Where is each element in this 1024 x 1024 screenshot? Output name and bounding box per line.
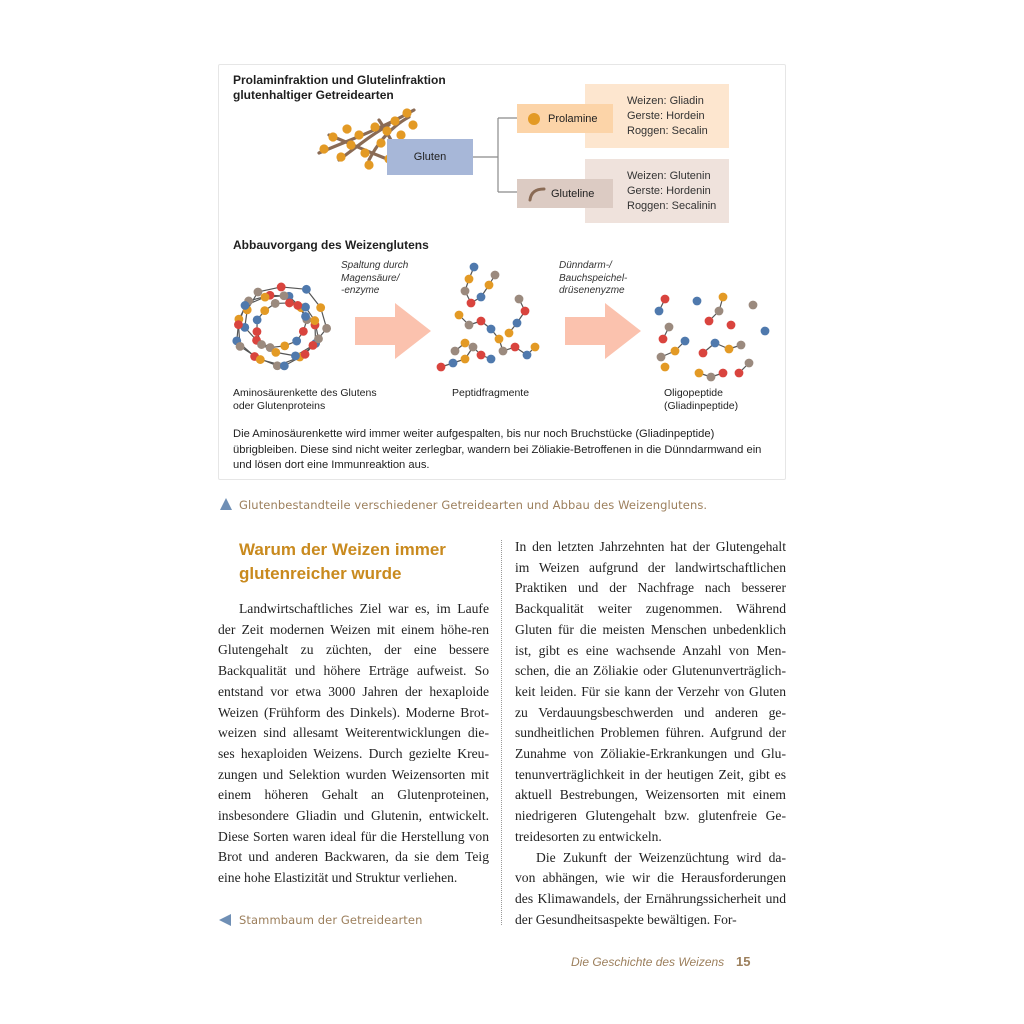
stage1-line-2: oder Glutenproteins bbox=[233, 400, 326, 412]
amino-acid-dot bbox=[314, 334, 323, 343]
amino-acid-dot bbox=[291, 351, 300, 360]
amino-acid-dot bbox=[523, 351, 532, 360]
amino-bead bbox=[370, 122, 379, 131]
arrow2-line-3: drüsenenyzme bbox=[559, 285, 625, 296]
amino-acid-dot bbox=[293, 301, 302, 310]
left-column bbox=[218, 599, 489, 889]
figure-title-line1: Prolaminfraktion und Glutelinfraktion bbox=[233, 73, 446, 87]
amino-acid-dot bbox=[302, 285, 311, 294]
amino-acid-dot bbox=[749, 301, 758, 310]
side-caption: Stammbaum der Getreidearten bbox=[239, 913, 423, 927]
figure-panel bbox=[218, 64, 786, 480]
footer-title: Die Geschichte des Weizens bbox=[571, 955, 725, 969]
amino-bead bbox=[328, 132, 337, 141]
amino-acid-dot bbox=[277, 283, 286, 292]
amino-bead bbox=[342, 124, 351, 133]
amino-acid-dot bbox=[707, 373, 716, 382]
amino-acid-dot bbox=[322, 324, 331, 333]
caption-up-triangle-icon bbox=[220, 498, 232, 510]
amino-acid-dot bbox=[316, 303, 325, 312]
amino-acid-dot bbox=[737, 341, 746, 350]
amino-acid-dot bbox=[301, 350, 310, 359]
amino-bead bbox=[390, 116, 399, 125]
amino-acid-dot bbox=[257, 340, 266, 349]
amino-acid-dot bbox=[715, 307, 724, 316]
amino-acid-dot bbox=[735, 369, 744, 378]
stage1-line-1: Aminosäurenkette des Glutens bbox=[233, 387, 377, 399]
amino-bead bbox=[402, 108, 411, 117]
gluteline-line-1: Weizen: Glutenin bbox=[627, 170, 711, 182]
amino-acid-dot bbox=[711, 339, 720, 348]
amino-bead bbox=[364, 160, 373, 169]
amino-acid-dot bbox=[477, 351, 486, 360]
amino-acid-dot bbox=[455, 311, 464, 320]
figure-description: Die Aminosäurenkette wird immer weiter aufgespalten, bis nur noch Bruchstücke (Gliadinpeptide) übrigbleiben. Diese sind nicht weiter zerlegbar, wandern bei Zöliakie-Betroffenen in die Dünndarmwand ein und lösen dort eine Immunreaktion aus. bbox=[233, 428, 762, 471]
gluteline-strand-icon bbox=[527, 186, 547, 202]
amino-acid-dot bbox=[253, 327, 262, 336]
amino-acid-dot bbox=[477, 317, 486, 326]
stage1-label bbox=[233, 387, 377, 413]
tree-connector bbox=[473, 118, 517, 192]
amino-acid-dot bbox=[655, 307, 664, 316]
figure-title-line2: glutenhaltiger Getreidearten bbox=[233, 88, 394, 102]
amino-acid-dot bbox=[465, 275, 474, 284]
amino-acid-dot bbox=[253, 315, 262, 324]
arrow-right-icon-2 bbox=[565, 303, 641, 359]
amino-acid-dot bbox=[469, 343, 478, 352]
amino-acid-dot bbox=[499, 347, 508, 356]
stage3-line-1: Oligopeptide bbox=[664, 387, 723, 399]
amino-acid-dot bbox=[659, 335, 668, 344]
amino-acid-dot bbox=[451, 347, 460, 356]
left-paragraph: Landwirtschaftliches Ziel war es, im Laufe der Zeit modernen Weizen mit einem höhe-ren Glutengehalt zu züchten, der eine bessere Backqualität und höhere Erträge aufweist. So entstand vor etwa 3000 Jahren der hexaploide Weizen (Frühform des Dinkels). Moderne Brot-weizen sind allesamt Weiterentwicklungen die-ses hexaploiden Weizens. Durch gezielte Kreu-zungen und Selektion wurden Weizensorten mit einem höheren Gehalt an Glutenproteinen, insbesondere Gliadin und Glutenin, entwickelt. Diese Sorten waren ideal für die Herstellung von Brot und anderen Backwaren, da sie dem Teig eine hohe Elastizität und Struktur verliehen. bbox=[218, 601, 489, 886]
amino-acid-dot bbox=[301, 303, 310, 312]
gluteline-box bbox=[517, 179, 613, 208]
amino-acid-dot bbox=[531, 343, 540, 352]
amino-acid-dot bbox=[292, 337, 301, 346]
amino-acid-dot bbox=[285, 299, 294, 308]
amino-acid-dot bbox=[461, 287, 470, 296]
prolamine-label: Prolamine bbox=[548, 112, 598, 125]
amino-acid-dot bbox=[727, 321, 736, 330]
amino-acid-dot bbox=[681, 337, 690, 346]
amino-acid-dot bbox=[487, 325, 496, 334]
amino-acid-dot bbox=[495, 335, 504, 344]
amino-bead bbox=[354, 130, 363, 139]
section-heading-line2: glutenreicher wurde bbox=[239, 564, 402, 583]
arrow1-line-1: Spaltung durch bbox=[341, 260, 409, 271]
arrow2-line-2: Bauchspeichel- bbox=[559, 272, 628, 284]
amino-acid-dot bbox=[745, 359, 754, 368]
amino-acid-dot bbox=[515, 295, 524, 304]
prolamine-line-1: Weizen: Gliadin bbox=[627, 95, 704, 107]
caption-left-triangle-icon bbox=[219, 914, 231, 926]
degradation-diagram bbox=[219, 255, 785, 385]
arrow2-line-1: Dünndarm-/ bbox=[559, 260, 612, 271]
amino-acid-dot bbox=[521, 307, 530, 316]
gluteline-label: Gluteline bbox=[551, 187, 595, 200]
amino-acid-dot bbox=[449, 359, 458, 368]
amino-acid-dot bbox=[301, 312, 310, 321]
amino-acid-dot bbox=[487, 355, 496, 364]
amino-acid-dot bbox=[699, 349, 708, 358]
stage3-line-2: (Gliadinpeptide) bbox=[664, 400, 739, 412]
amino-acid-dot bbox=[310, 316, 319, 325]
amino-acid-dot bbox=[470, 263, 479, 272]
amino-acid-dot bbox=[477, 293, 486, 302]
right-column bbox=[515, 537, 786, 930]
prolamine-line-2: Gerste: Hordein bbox=[627, 110, 705, 122]
column-divider bbox=[501, 540, 502, 925]
arrow-right-icon bbox=[355, 303, 431, 359]
amino-acid-dot bbox=[461, 339, 470, 348]
stage3-label bbox=[664, 387, 738, 413]
amino-acid-dot bbox=[280, 361, 289, 370]
section2-title: Abbauvorgang des Weizenglutens bbox=[233, 238, 429, 252]
amino-acid-dot bbox=[437, 363, 446, 372]
amino-acid-dot bbox=[671, 347, 680, 356]
amino-acid-dot bbox=[241, 301, 250, 310]
amino-bead bbox=[336, 152, 345, 161]
amino-bead bbox=[346, 140, 355, 149]
section-heading-line1: Warum der Weizen immer bbox=[239, 540, 446, 559]
section-heading bbox=[239, 538, 489, 586]
amino-acid-dot bbox=[695, 369, 704, 378]
prolamine-dot-icon bbox=[528, 113, 540, 125]
amino-acid-dot bbox=[280, 291, 289, 300]
stage2-label: Peptidfragmente bbox=[452, 387, 530, 399]
amino-acid-dot bbox=[665, 323, 674, 332]
amino-acid-dot bbox=[705, 317, 714, 326]
amino-acid-dot bbox=[271, 348, 280, 357]
amino-acid-dot bbox=[491, 271, 500, 280]
arrow1-line-2: Magensäure/ bbox=[341, 272, 400, 284]
amino-acid-dot bbox=[725, 345, 734, 354]
amino-acid-dot bbox=[719, 369, 728, 378]
amino-acid-dot bbox=[254, 288, 263, 297]
amino-acid-dot bbox=[505, 329, 514, 338]
gluteline-line-3: Roggen: Secalinin bbox=[627, 200, 717, 212]
gluten-box: Gluten bbox=[387, 139, 473, 175]
amino-acid-dot bbox=[511, 343, 520, 352]
amino-bead bbox=[319, 144, 328, 153]
arrow1-line-3: -enzyme bbox=[341, 285, 380, 296]
amino-acid-dot bbox=[461, 355, 470, 364]
amino-acid-dot bbox=[261, 293, 270, 302]
right-paragraph-1: In den letzten Jahrzehnten hat der Glutengehalt im Weizen aufgrund der landwirtschaftlichen Praktiken und der Nachfrage nach besserer Backqualität weiter zugenommen. Während Gluten für die meisten Menschen unbedenklich ist, gibt es eine wachsende Anzahl von Men-schen, die an Zöliakie oder Glutenunverträglich-keit leiden. Für sie kann der Verzehr von Gluten zu Verdauungsbeschwerden und anderen ge-sundheitlichen Problemen führen. Aufgrund der Zunahme von Zöliakie-Erkrankungen und Glu-tenunverträglichkeit in der heutigen Zeit, gibt es aktuell Bestrebungen, Weizensorten mit einem niedrigeren Glutengehalt bzw. glutenfreie Ge-treidesorten zu entwickeln. bbox=[515, 539, 786, 844]
amino-acid-dot bbox=[465, 321, 474, 330]
amino-acid-dot bbox=[256, 355, 265, 364]
amino-acid-dot bbox=[661, 295, 670, 304]
gluteline-line-2: Gerste: Hordenin bbox=[627, 185, 711, 197]
amino-bead bbox=[376, 138, 385, 147]
amino-bead bbox=[382, 126, 391, 135]
amino-acid-dot bbox=[693, 297, 702, 306]
amino-acid-dot bbox=[513, 319, 522, 328]
amino-acid-dot bbox=[657, 353, 666, 362]
amino-acid-dot bbox=[299, 327, 308, 336]
amino-bead bbox=[360, 148, 369, 157]
right-paragraph-2: Die Zukunft der Weizenzüchtung wird da-von abhängen, wie wir die Herausforderungen des Klimawandels, der Ernährungssicherheit und der Gesundheitsaspekte bewältigen. For- bbox=[515, 849, 786, 927]
amino-acid-dot bbox=[280, 341, 289, 350]
amino-acid-dot bbox=[485, 281, 494, 290]
amino-acid-dot bbox=[661, 363, 670, 372]
prolamine-box bbox=[517, 104, 613, 133]
amino-acid-dot bbox=[236, 342, 245, 351]
amino-acid-dot bbox=[271, 299, 280, 308]
amino-acid-dot bbox=[260, 306, 269, 315]
amino-acid-dot bbox=[234, 320, 243, 329]
figure-caption: Glutenbestandteile verschiedener Getreidearten und Abbau des Weizenglutens. bbox=[239, 498, 708, 512]
amino-acid-dot bbox=[467, 299, 476, 308]
amino-bead bbox=[408, 120, 417, 129]
amino-acid-dot bbox=[761, 327, 770, 336]
prolamine-line-3: Roggen: Secalin bbox=[627, 125, 708, 137]
page-number: 15 bbox=[736, 954, 751, 969]
amino-acid-dot bbox=[719, 293, 728, 302]
